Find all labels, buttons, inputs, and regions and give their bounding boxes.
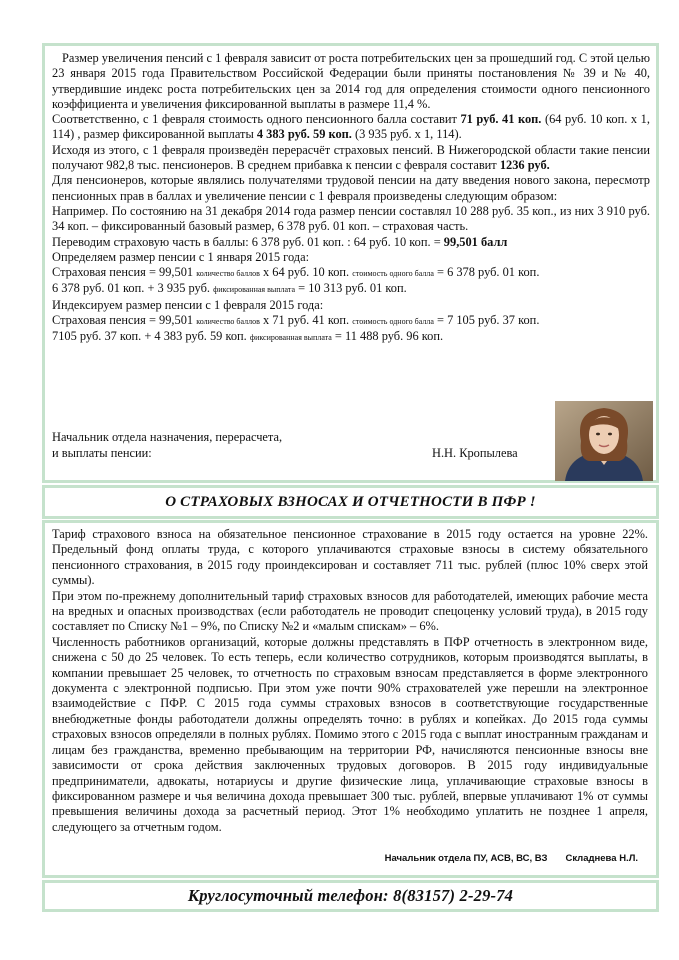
signature-block-2 [385,853,638,864]
signature-name: Складнева Н.Л. [565,853,638,864]
paragraph-recalculation: Исходя из этого, с 1 февраля произведён перерасчёт страховых пенсий. В Нижегородской области такие пенсии получают 982,8 тыс. пенсионеров. В среднем прибавка к пенсии с февраля составит 1236 руб. [52,142,650,173]
author-photo [555,401,653,481]
signature-title-line2: и выплаты пенсии: [52,446,152,460]
paragraph-reporting: Численность работников организаций, которые должны представлять в ПФР отчетность в электронном виде, снижена с 50 до 25 человек. То есть теперь, если количество сотрудников, которым производятся выплаты, в компании превышает 25 человек, то отчетность по страховым взносам представляется в форме электронного документа с электронной подписью. При этом уже почти 90% страхователей уже перешли на электронное взаимодействие с ПФР. С 2015 года суммы страховых взносов в соответствующие государственные внебюджетные фонды работодатели должны определять точно: в рублях и копейках. До 2015 года суммы страховых взносов определяли в полных рублях. Помимо этого с 2015 года с выплат иностранным гражданам и лицам без гражданства, временно пребывающим на территории РФ, начисляются пенсионные взносы вне зависимости от срока действия заключенных трудовых договоров. В 2015 году индивидуальные предприниматели, адвокаты, нотариусы и другие физические лица, уплачивающие страховые взносы в фиксированном размере и чья величина дохода превышает 300 тыс. рублей, впервые уплачивают 1% от суммы превышения величины дохода за расчетный период. Этот 1% необходимо уплатить не позднее 1 апреля, следующего за отчетным годом. [52,634,648,834]
average-increase-value: 1236 руб. [499,158,550,173]
signature-title-line1: Начальник отдела назначения, перерасчета, [52,430,283,444]
paragraph-pensioners: Для пенсионеров, которые являлись получателями трудовой пенсии на дату введения нового закона, пересмотр пенсионных прав в баллах и увеличение пенсии с 1 февраля произведены следующим образом: [52,173,650,203]
signature-title: Начальник отдела ПУ, АСВ, ВС, ВЗ [384,853,548,864]
formula-february-2: 7105 руб. 37 коп. + 4 383 руб. 59 коп. фиксированная выплата = 11 488 руб. 96 коп. [52,329,444,344]
paragraph-tariff: Тариф страхового взноса на обязательное пенсионное страхование в 2015 году остается на уровне 22%. Предельный фонд оплаты труда, с которого уплачиваются страховые взносы в систему обязательного пенсионного страхования, в 2015 году проиндексирован и составляет 711 тыс. рублей (плюс 10% сверх этой суммы). [52,527,648,588]
paragraph-example: Например. По состоянию на 31 декабря 2014 года размер пенсии составлял 10 288 руб. 35 коп., из них 3 910 руб. 34 коп. – фиксированный базовый размер, 6 378 руб. 01 коп. – страховая часть. [52,203,650,234]
hotline-phone: Круглосуточный телефон: 8(83157) 2-29-74 [187,886,514,905]
point-cost-value: 71 руб. 41 коп. [460,112,542,127]
hotline-banner [42,880,659,912]
fixed-payment-value: 4 383 руб. 59 коп. [256,127,352,142]
points-value: 99,501 балл [443,234,508,249]
paragraph-additional-tariff: При этом по-прежнему дополнительный тариф страховых взносов для работодателей, имеющих рабочие места на вредных и опасных производствах (если работодатель не проводит спецоценку условий труда), в 2015 году составляет по Списку №1 – 9%, по Списку №2 и «малым спискам» – 6%. [52,588,648,634]
paragraph-point-cost: Соответственно, с 1 февраля стоимость одного пенсионного балла составит 71 руб. 41 коп. (64 руб. 10 коп. х 1, 114) , размер фиксированной выплаты 4 383 руб. 59 коп. (3 935 руб. х 1, 114). [52,112,650,142]
signature-name: Н.Н. Кропылева [432,446,518,460]
paragraph-points-conversion: Переводим страховую часть в баллы: 6 378 руб. 01 коп. : 64 руб. 10 коп. = 99,501 балл [52,234,508,249]
formula-february-1: Страховая пенсия = 99,501 количество баллов х 71 руб. 41 коп. стоимость одного балла = 7 105 руб. 37 коп. [52,313,540,328]
formula-january-1: Страховая пенсия = 99,501 количество баллов х 64 руб. 10 коп. стоимость одного балла = 6 378 руб. 01 коп. [52,265,540,280]
paragraph-february-heading: Индексируем размер пенсии с 1 февраля 2015 года: [52,297,324,312]
section-title: О СТРАХОВЫХ ВЗНОСАХ И ОТЧЕТНОСТИ В ПФР ! [165,493,536,510]
paragraph-january-heading: Определяем размер пенсии с 1 января 2015 года: [52,249,310,264]
contributions-section [42,520,659,878]
formula-january-2: 6 378 руб. 01 коп. + 3 935 руб. фиксированная выплата = 10 313 руб. 01 коп. [52,281,407,296]
pension-increase-section [42,43,659,483]
paragraph-pension-growth: Размер увеличения пенсий с 1 февраля зависит от роста потребительских цен за прошедший год. С этой целью 23 января 2015 года Правительством Российской Федерации были приняты постановления № 39 и № 40, утвердившие индекс роста потребительских цен за 2014 год для определения стоимости одного пенсионного коэффициента и увеличения фиксированной выплаты в размере 11,4 %. [52,51,650,111]
section-title-banner [42,485,659,519]
